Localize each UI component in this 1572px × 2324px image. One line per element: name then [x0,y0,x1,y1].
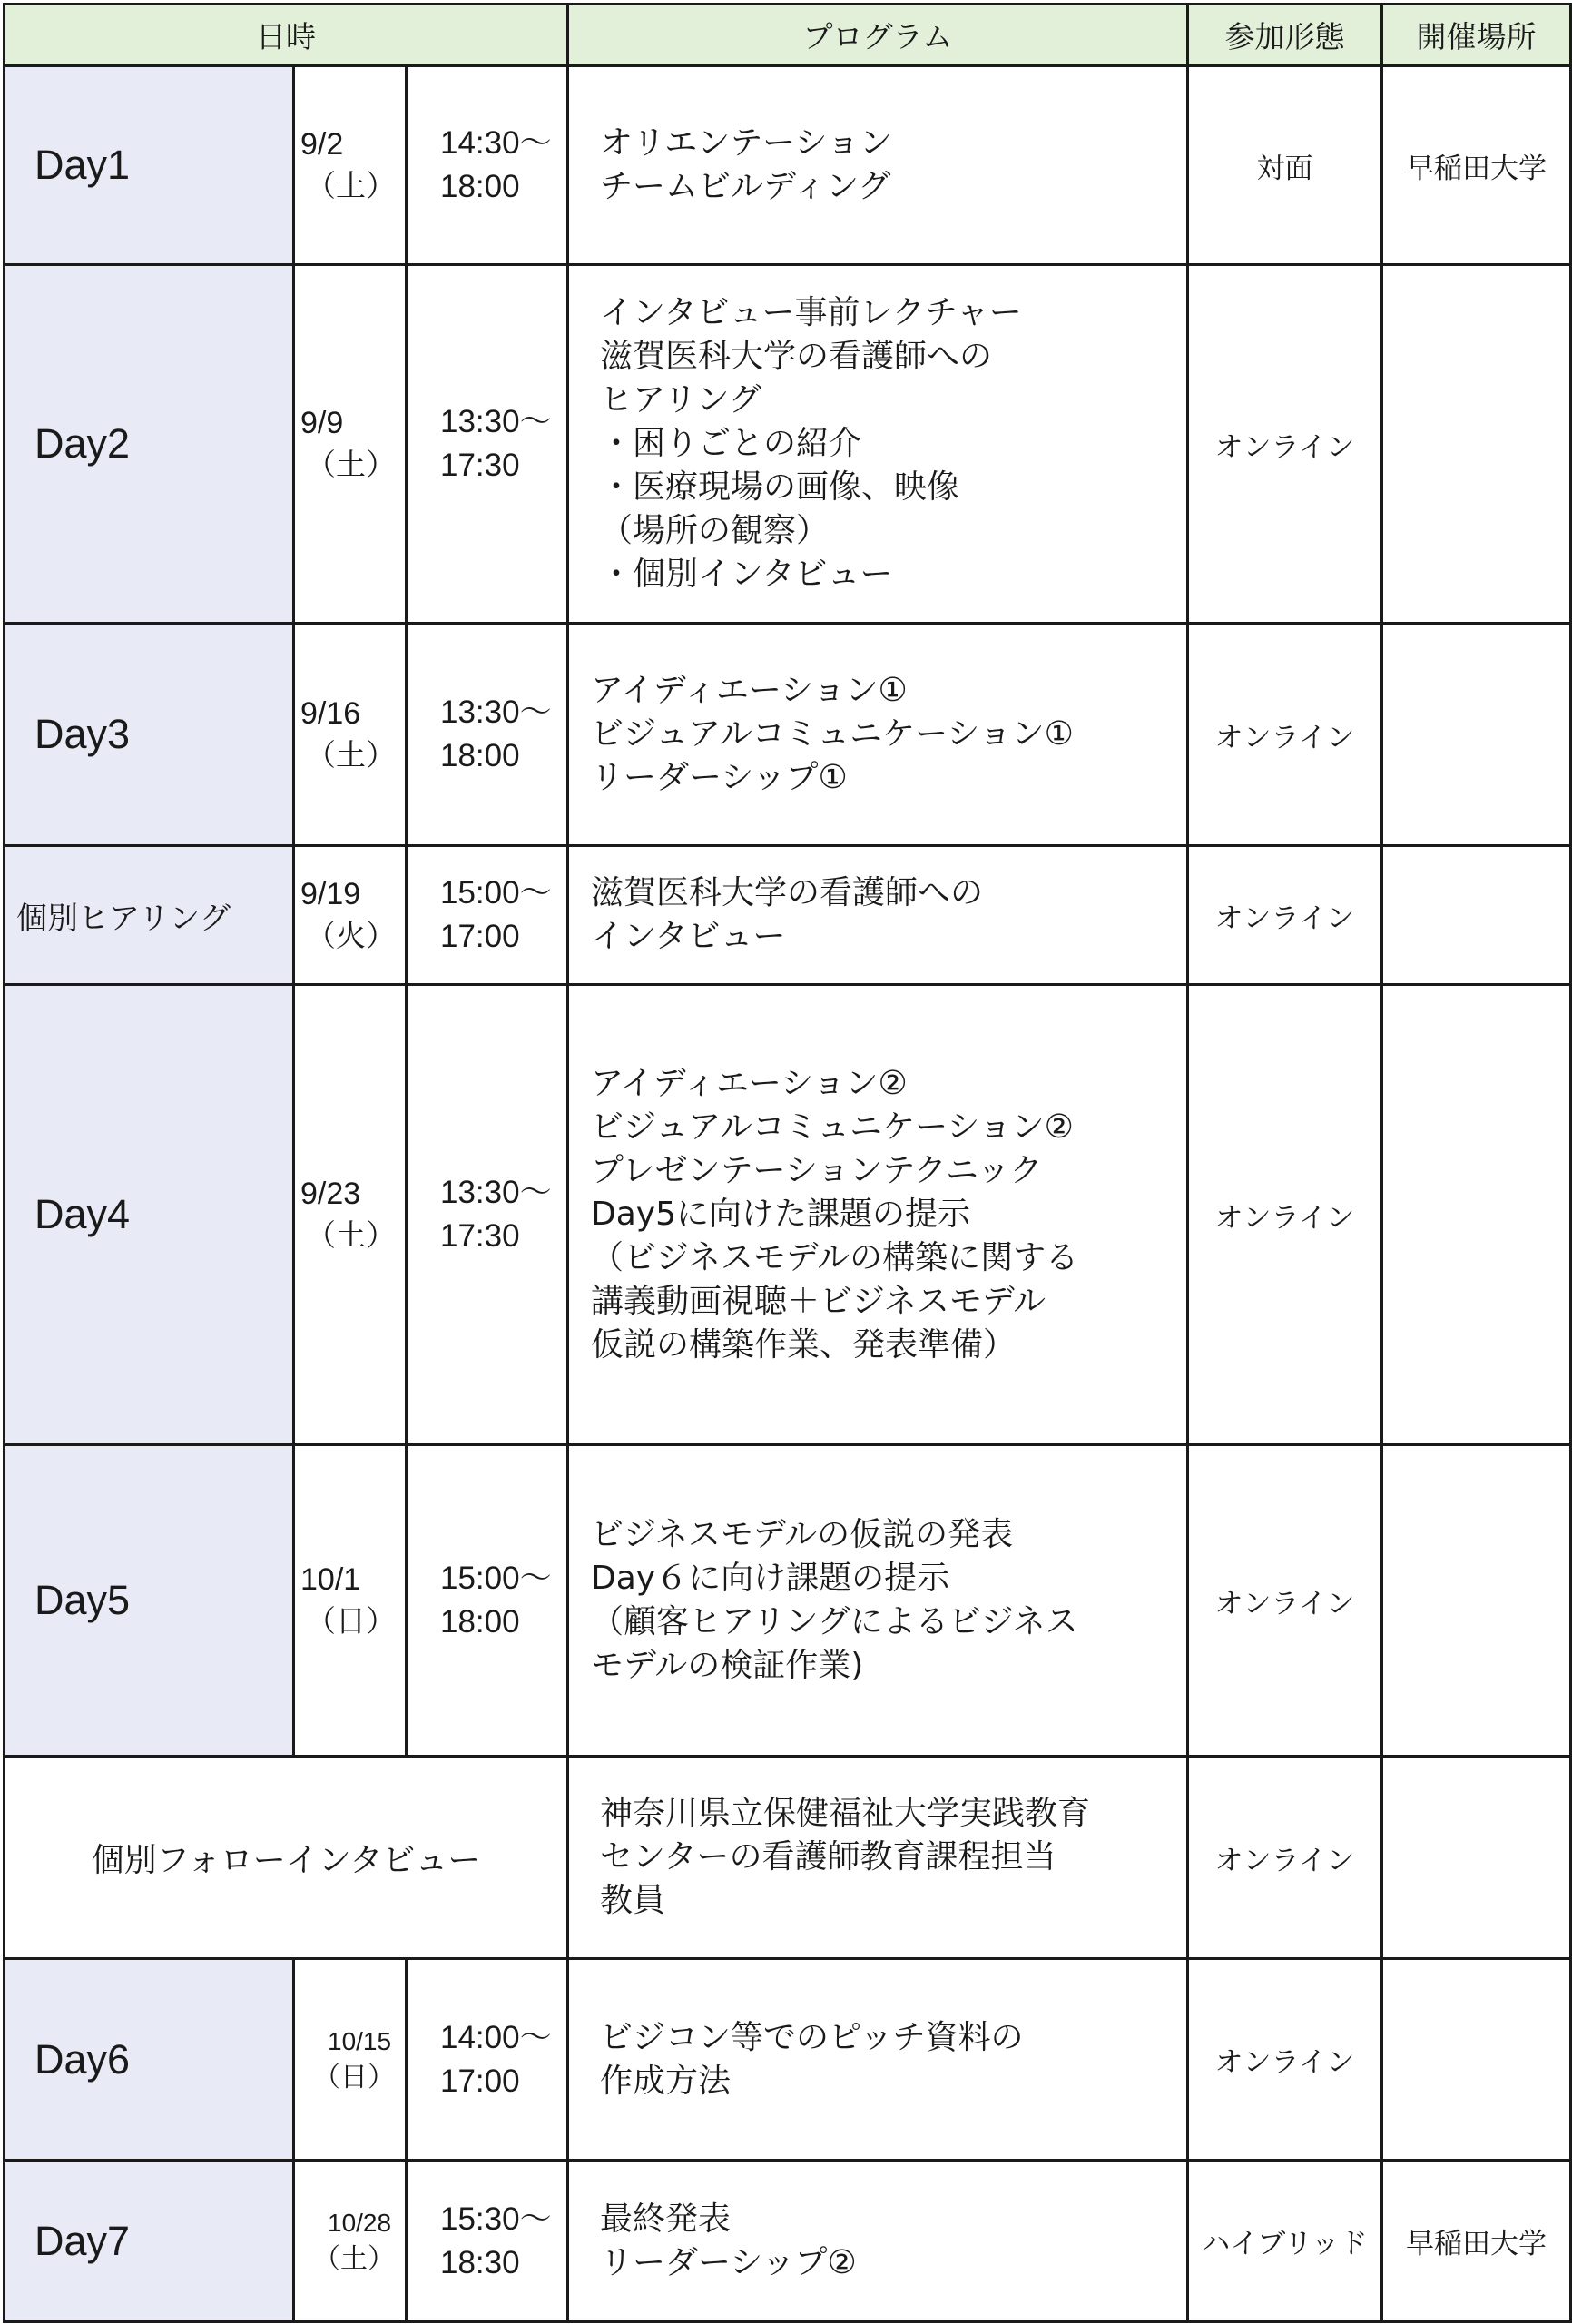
time-end: 18:00 [440,1604,520,1640]
date: 10/28 [328,2208,392,2237]
mode-cell: オンライン [1188,846,1382,985]
date: 9/23 [300,1177,361,1211]
date-cell [294,846,407,985]
program-line: 神奈川県立保健福祉大学実践教育 [600,1795,1091,1832]
day-label: Day3 [5,624,294,846]
program-line: プレゼンテーションテクニック [591,1152,1043,1189]
program-cell [568,1757,1188,1959]
weekday: （火） [306,918,396,953]
program-line: リーダーシップ② [600,2243,857,2281]
program-line: 滋賀医科大学の看護師への [591,874,984,911]
date: 9/2 [300,127,344,162]
time-start: 14:30〜 [440,125,552,161]
date: 10/15 [328,2026,392,2055]
header-venue: 開催場所 [1382,5,1571,66]
program-line: 作成方法 [600,2062,732,2100]
time-end: 17:30 [440,1218,520,1254]
program-cell [568,1959,1188,2161]
program-line: Day5に向けた課題の提示 [591,1196,970,1233]
mode-cell: 対面 [1188,66,1382,265]
date-cell [294,1959,407,2161]
venue-cell [1382,1757,1571,1959]
table-row [5,265,1571,624]
venue-cell [1382,846,1571,985]
header-row [5,5,1571,66]
date-cell [294,624,407,846]
program-line: アイディエーション② [591,1065,908,1102]
table-row [5,985,1571,1445]
time-start: 14:00〜 [440,2019,552,2055]
weekday: （日） [306,1603,396,1639]
table-row [5,846,1571,985]
time-cell [407,66,568,265]
schedule-table [3,3,1572,2323]
table-row [5,1445,1571,1757]
mode-cell: ハイブリッド [1188,2161,1382,2322]
mode-cell: オンライン [1188,1757,1382,1959]
program-line: ヒアリング [600,381,761,419]
weekday: （土） [306,737,396,773]
date-cell [294,1445,407,1757]
header-datetime: 日時 [5,5,568,66]
program-line: 仮説の構築作業、発表準備） [591,1326,1017,1364]
program-line: 教員 [600,1882,666,1919]
time-cell [407,985,568,1445]
time-end: 17:30 [440,448,520,483]
program-cell [568,265,1188,624]
program-line: インタビュー [591,918,786,955]
program-line: ビジュアルコミュニケーション① [591,715,1074,753]
program-line: アイディエーション① [591,672,908,709]
date: 9/16 [300,696,361,731]
time-start: 15:30〜 [440,2201,552,2237]
program-cell [568,1445,1188,1757]
venue-cell [1382,624,1571,846]
program-line: ・個別インタビュー [600,556,893,593]
weekday: （土） [306,1217,396,1253]
date: 10/1 [300,1562,361,1597]
date: 9/19 [300,877,361,911]
time-cell [407,1959,568,2161]
program-cell [568,624,1188,846]
day-label: Day4 [5,985,294,1445]
day-label: Day6 [5,1959,294,2161]
table-row [5,1757,1571,1959]
time-end: 17:00 [440,919,520,954]
program-line: 講義動画視聴＋ビジネスモデル [591,1283,1046,1320]
program-line: Day６に向け課題の提示 [591,1560,950,1597]
mode-cell: オンライン [1188,1959,1382,2161]
day-label: Day1 [5,66,294,265]
program-cell [568,66,1188,265]
time-start: 13:30〜 [440,404,552,439]
program-line: オリエンテーション [600,124,892,162]
time-end: 18:00 [440,169,520,204]
header-mode: 参加形態 [1188,5,1382,66]
mode-cell: オンライン [1188,265,1382,624]
program-line: ・医療現場の画像、映像 [600,468,960,506]
venue-cell [1382,265,1571,624]
follow-up-label: 個別フォローインタビュー [5,1757,568,1959]
table-row [5,1959,1571,2161]
program-line: モデルの検証作業) [591,1647,864,1684]
program-line: ビジネスモデルの仮説の発表 [591,1516,1014,1553]
time-cell [407,846,568,985]
program-line: （ビジネスモデルの構築に関する [591,1239,1079,1276]
venue-cell: 早稲田大学 [1382,66,1571,265]
time-cell [407,265,568,624]
program-cell [568,2161,1188,2322]
mode-cell: オンライン [1188,985,1382,1445]
time-end: 18:00 [440,738,520,773]
time-start: 13:30〜 [440,694,552,730]
program-line: リーダーシップ① [591,759,848,796]
header-program: プログラム [568,5,1188,66]
program-line: ・困りごとの紹介 [600,425,862,462]
mode-cell: オンライン [1188,1445,1382,1757]
mode-cell: オンライン [1188,624,1382,846]
weekday: （土） [306,447,396,482]
weekday: （土） [306,168,396,203]
time-start: 13:30〜 [440,1175,552,1210]
date: 9/9 [300,406,344,440]
time-start: 15:00〜 [440,1561,552,1596]
time-cell [407,1445,568,1757]
date-cell [294,66,407,265]
time-cell [407,2161,568,2322]
day-label: Day7 [5,2161,294,2322]
weekday: （日） [313,2061,395,2093]
date-cell [294,2161,407,2322]
venue-cell: 早稲田大学 [1382,2161,1571,2322]
program-line: ビジュアルコミュニケーション② [591,1108,1074,1146]
time-cell [407,624,568,846]
program-line: チームビルディング [600,168,891,205]
time-end: 18:30 [440,2244,520,2280]
time-start: 15:00〜 [440,875,552,911]
venue-cell [1382,1959,1571,2161]
date-cell [294,265,407,624]
day-label: Day2 [5,265,294,624]
table-row [5,2161,1571,2322]
program-line: インタビュー事前レクチャー [600,294,1022,331]
venue-cell [1382,1445,1571,1757]
program-line: （場所の観察） [600,512,830,549]
program-line: 最終発表 [600,2200,732,2238]
table-row [5,66,1571,265]
program-cell [568,985,1188,1445]
weekday: （土） [313,2242,395,2275]
table-row [5,624,1571,846]
program-cell [568,846,1188,985]
program-line: センターの看護師教育課程担当 [600,1838,1056,1876]
program-line: （顧客ヒアリングによるビジネス [591,1603,1078,1640]
program-line: ビジコン等でのピッチ資料の [600,2018,1024,2056]
time-end: 17:00 [440,2063,520,2099]
day-label: 個別ヒアリング [5,846,294,985]
program-line: 滋賀医科大学の看護師への [600,338,993,375]
date-cell [294,985,407,1445]
day-label: Day5 [5,1445,294,1757]
venue-cell [1382,985,1571,1445]
